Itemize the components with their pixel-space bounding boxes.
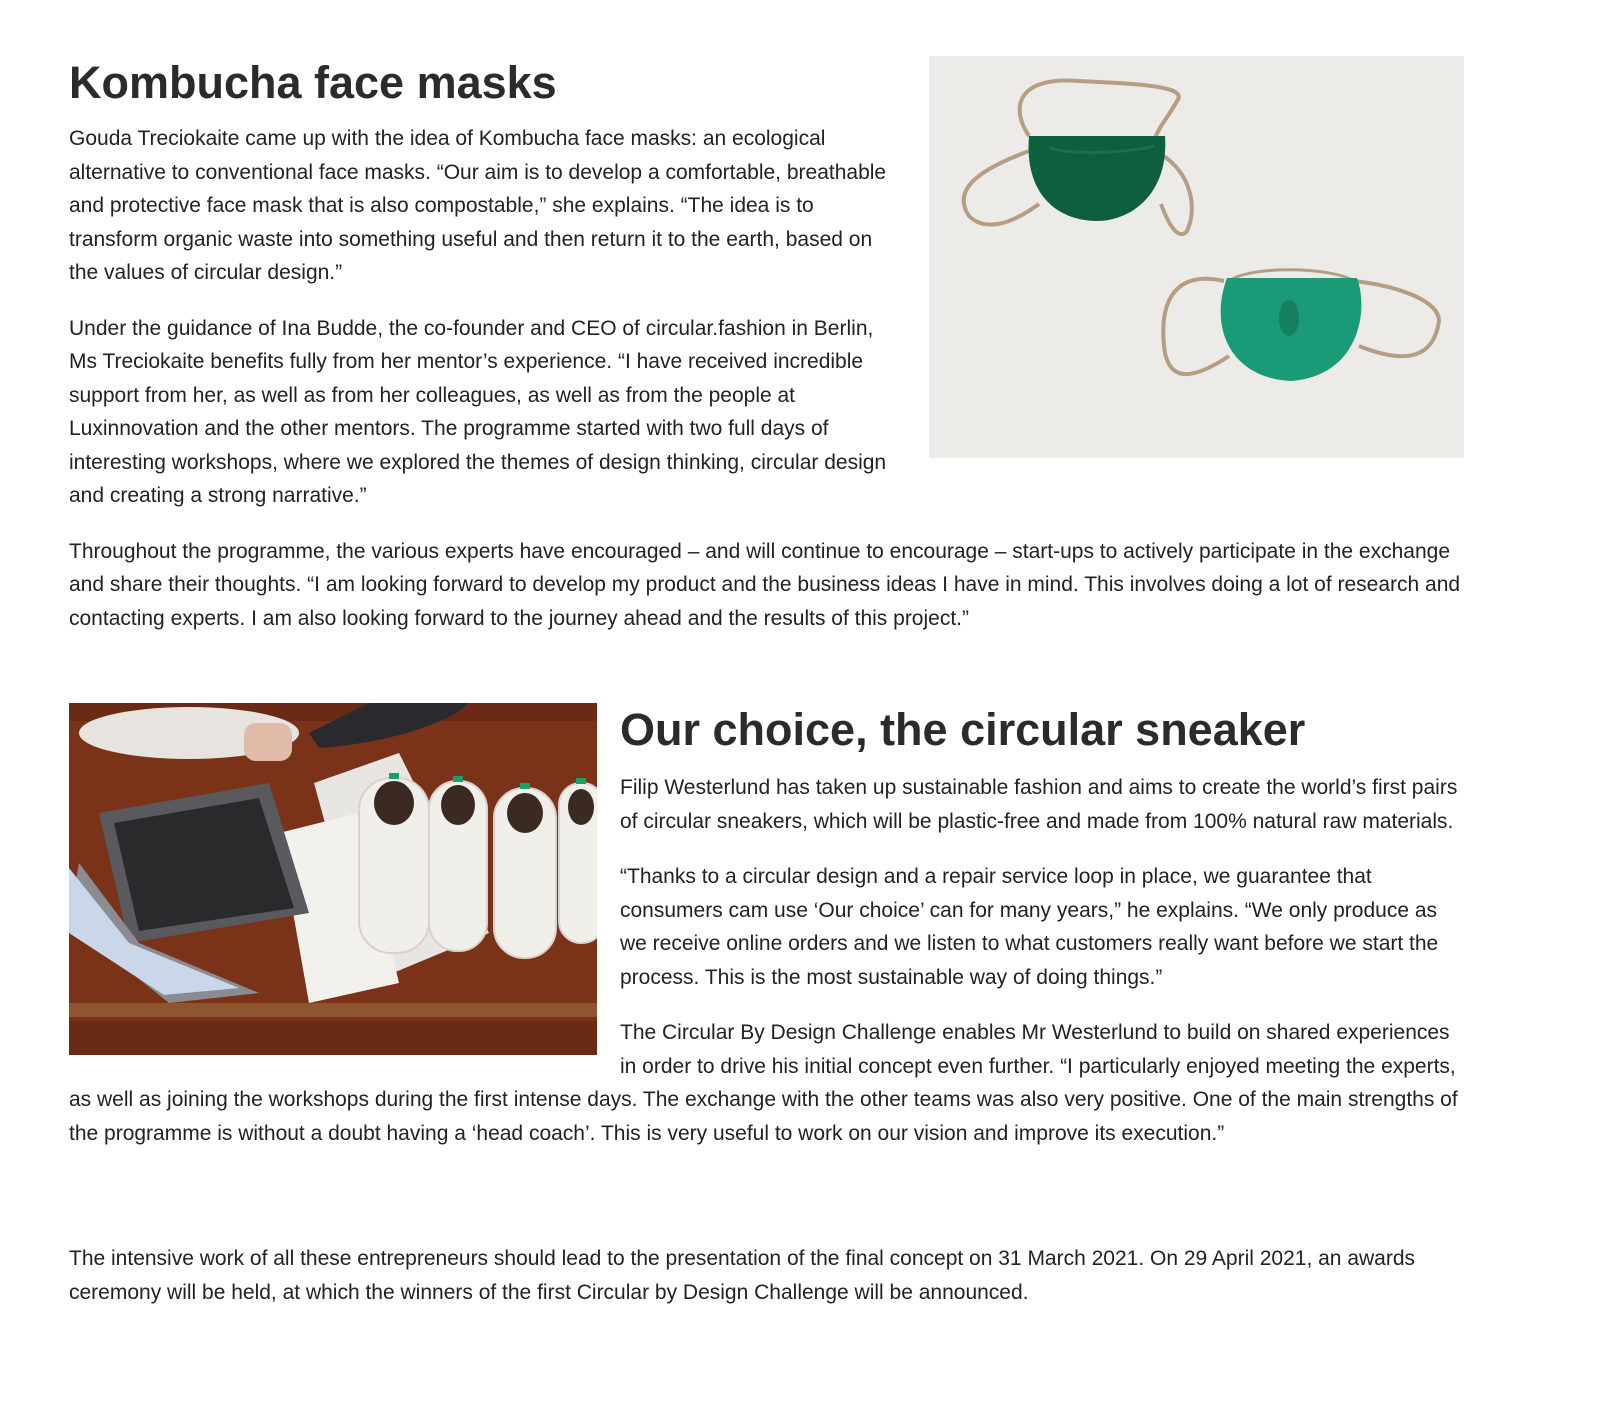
paragraph: “Thanks to a circular design and a repair service loop in place, we guarantee that consumers cam use ‘Our choice’ can for many years,” he explains. “We only produce as we receive online orders and we listen to what customers really want before we start the process. This is the most sustainable way of doing things.” <box>620 865 1439 989</box>
section-spacer <box>69 657 1464 697</box>
article-content <box>69 56 1464 1331</box>
paragraph: The Circular By Design Challenge enables Mr Westerlund to build on shared experiences in order to drive his initial concept even further. “I particularly enjoyed meeting the experts, as well as joining the workshops during the first intense days. The exchange with the other teams was also very positive. One of the main strengths of the programme is without a doubt having a ‘head coach’. This is very useful to work on our vision and improve its execution.” <box>69 1021 1458 1145</box>
paragraph: Under the guidance of Ina Budde, the co-founder and CEO of circular.fashion in Berlin, Ms Treciokaite benefits fully from her mentor’s experience. “I have received incredible support from her, as well as from her colleagues, as well as from the people at Luxinnovation and the other mentors. The programme started with two full days of interesting workshops, where we explored the themes of design thinking, circular design and creating a strong narrative.” <box>69 316 887 507</box>
section-heading-sneaker: Our choice, the circular sneaker <box>620 704 1306 755</box>
section-heading-kombucha: Kombucha face masks <box>69 57 557 108</box>
sneakers-photo <box>69 703 597 1055</box>
section-kombucha <box>69 56 1464 635</box>
closing-paragraph: The intensive work of all these entrepreneurs should lead to the presentation of the final concept on 31 March 2021. On 29 April 2021, an awards ceremony will be held, at which the winners of the first Circular by Design Challenge will be announced. <box>69 1247 1416 1304</box>
section-sneaker <box>69 703 1464 1150</box>
paragraph: Filip Westerlund has taken up sustainable fashion and aims to create the world’s first pairs of circular sneakers, which will be plastic-free and made from 100% natural raw materials. <box>620 776 1458 833</box>
paragraph: Gouda Treciokaite came up with the idea of Kombucha face masks: an ecological alternative to conventional face masks. “Our aim is to develop a comfortable, breathable and protective face mask that is also compostable,” she explains. “The idea is to transform organic waste into something useful and then return it to the earth, based on the values of circular design.” <box>69 127 887 284</box>
kombucha-masks-photo <box>929 56 1464 458</box>
paragraph: Throughout the programme, the various experts have encouraged – and will continue to encourage – start-ups to actively participate in the exchange and share their thoughts. “I am looking forward to develop my product and the business ideas I have in mind. This involves doing a lot of research and contacting experts. I am also looking forward to the journey ahead and the results of this project.” <box>69 539 1461 630</box>
